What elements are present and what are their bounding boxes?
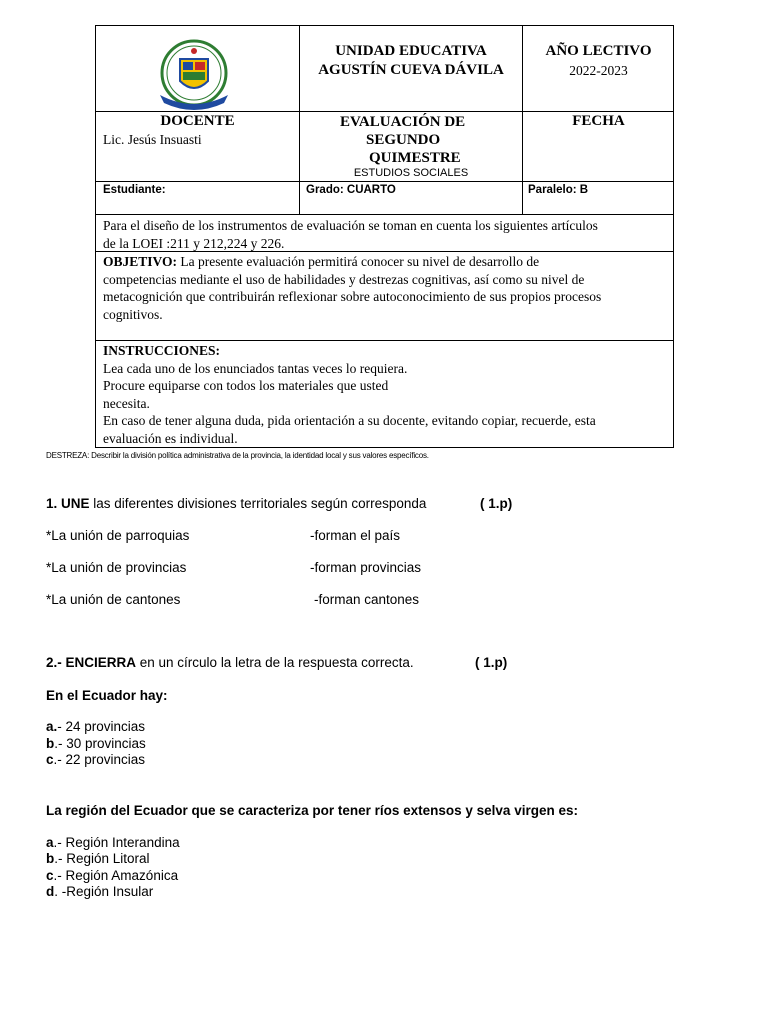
q1-left-item: *La unión de provincias <box>46 560 187 575</box>
option-letter: b <box>46 851 55 866</box>
q1-points: ( 1.p) <box>480 496 513 511</box>
q2-sub1-option <box>46 719 145 734</box>
school-name-line2: AGUSTÍN CUEVA DÁVILA <box>318 62 504 78</box>
loei-line2: de la LOEI :211 y 212,224 y 226. <box>103 235 285 251</box>
q1-right-item: -forman provincias <box>310 560 422 575</box>
docente-name: Lic. Jesús Insuasti <box>103 132 202 147</box>
fecha-label: FECHA <box>572 113 625 129</box>
q2-text: en un círculo la letra de la respuesta correcta. <box>136 655 414 670</box>
q2-number: 2.- ENCIERRA <box>46 655 137 670</box>
objetivo-line1: La presente evaluación permitirá conocer su nivel de desarrollo de <box>177 254 540 269</box>
q1-right-item: -forman el país <box>310 528 401 543</box>
q1-left-item: *La unión de parroquias <box>46 528 190 543</box>
objetivo-line4: cognitivos. <box>103 306 163 322</box>
option-letter: c <box>46 868 54 883</box>
eval-line3: QUIMESTRE <box>369 150 461 166</box>
objetivo-line3: metacognición que contribuirán reflexionar sobre autoconocimiento de sus propios procesos <box>103 289 602 304</box>
option-letter: d <box>46 884 55 899</box>
instr-line3: necesita. <box>103 395 150 411</box>
instr-line2: Procure equiparse con todos los materiales que usted <box>103 378 389 393</box>
year-value: 2022-2023 <box>569 63 628 78</box>
q2-sub1-option <box>46 752 145 767</box>
loei-line1: Para el diseño de los instrumentos de evaluación se toman en cuenta los siguientes artículos <box>103 218 598 233</box>
estudiante-label: Estudiante: <box>103 184 166 196</box>
q2-sub2-question: La región del Ecuador que se caracteriza por tener ríos extensos y selva virgen es: <box>46 803 578 818</box>
loei-paragraph <box>103 217 671 252</box>
instr-line5: evaluación es individual. <box>103 430 238 446</box>
option-text: - 24 provincias <box>57 719 146 734</box>
option-letter: a <box>46 835 54 850</box>
option-text: .- Región Interandina <box>53 835 180 850</box>
objetivo-paragraph <box>103 253 671 323</box>
q1-right-item: -forman cantones <box>314 592 420 607</box>
option-text: .- 30 provincias <box>54 736 146 751</box>
evaluation-title <box>300 113 522 167</box>
grado-label: Grado: CUARTO <box>306 184 396 196</box>
instr-line1: Lea cada uno de los enunciados tantas veces lo requiera. <box>103 360 408 376</box>
paralelo-label: Paralelo: B <box>528 184 589 196</box>
question-2 <box>46 655 414 670</box>
instrucciones-paragraph <box>103 342 671 447</box>
q2-points: ( 1.p) <box>475 655 508 670</box>
divider <box>95 111 674 112</box>
q2-sub1-question: En el Ecuador hay: <box>46 688 168 703</box>
objetivo-line2: competencias mediante el uso de habilidades y destrezas cognitivas, así como su nivel de <box>103 271 585 287</box>
year-label: AÑO LECTIVO <box>545 43 652 59</box>
option-letter: b <box>46 736 55 751</box>
instrucciones-label: INSTRUCCIONES: <box>103 343 221 358</box>
option-text: . -Región Insular <box>54 884 154 899</box>
q1-number: 1. UNE <box>46 496 90 511</box>
option-letter: c <box>46 752 54 767</box>
q2-sub1-option <box>46 736 146 751</box>
option-letter: a. <box>46 719 58 734</box>
q2-sub2-option <box>46 851 150 866</box>
school-logo <box>150 37 238 111</box>
school-name <box>300 42 522 80</box>
q1-text: las diferentes divisiones territoriales según corresponda <box>89 496 427 511</box>
instr-line4: En caso de tener alguna duda, pida orientación a su docente, evitando copiar, recuerde, esta <box>103 413 596 428</box>
option-text: .- Región Litoral <box>54 851 150 866</box>
subject: ESTUDIOS SOCIALES <box>353 167 469 179</box>
divider <box>95 181 674 182</box>
school-name-line1: UNIDAD EDUCATIVA <box>335 43 487 59</box>
q2-sub2-option <box>46 835 180 850</box>
docente-label: DOCENTE <box>160 113 235 129</box>
option-text: .- 22 provincias <box>53 752 146 767</box>
objetivo-label: OBJETIVO: <box>103 254 177 269</box>
q1-left-item: *La unión de cantones <box>46 592 181 607</box>
divider <box>95 340 674 341</box>
destreza: DESTREZA: Describir la división política administrativa de la provincia, la identidad local y sus valores específicos. <box>46 451 429 460</box>
school-year <box>523 42 674 80</box>
option-text: .- Región Amazónica <box>53 868 179 883</box>
question-1 <box>46 496 426 511</box>
q2-sub2-option <box>46 868 178 883</box>
q2-sub2-option <box>46 884 153 899</box>
eval-line1: EVALUACIÓN DE <box>340 114 466 130</box>
eval-line2: SEGUNDO <box>366 132 441 148</box>
